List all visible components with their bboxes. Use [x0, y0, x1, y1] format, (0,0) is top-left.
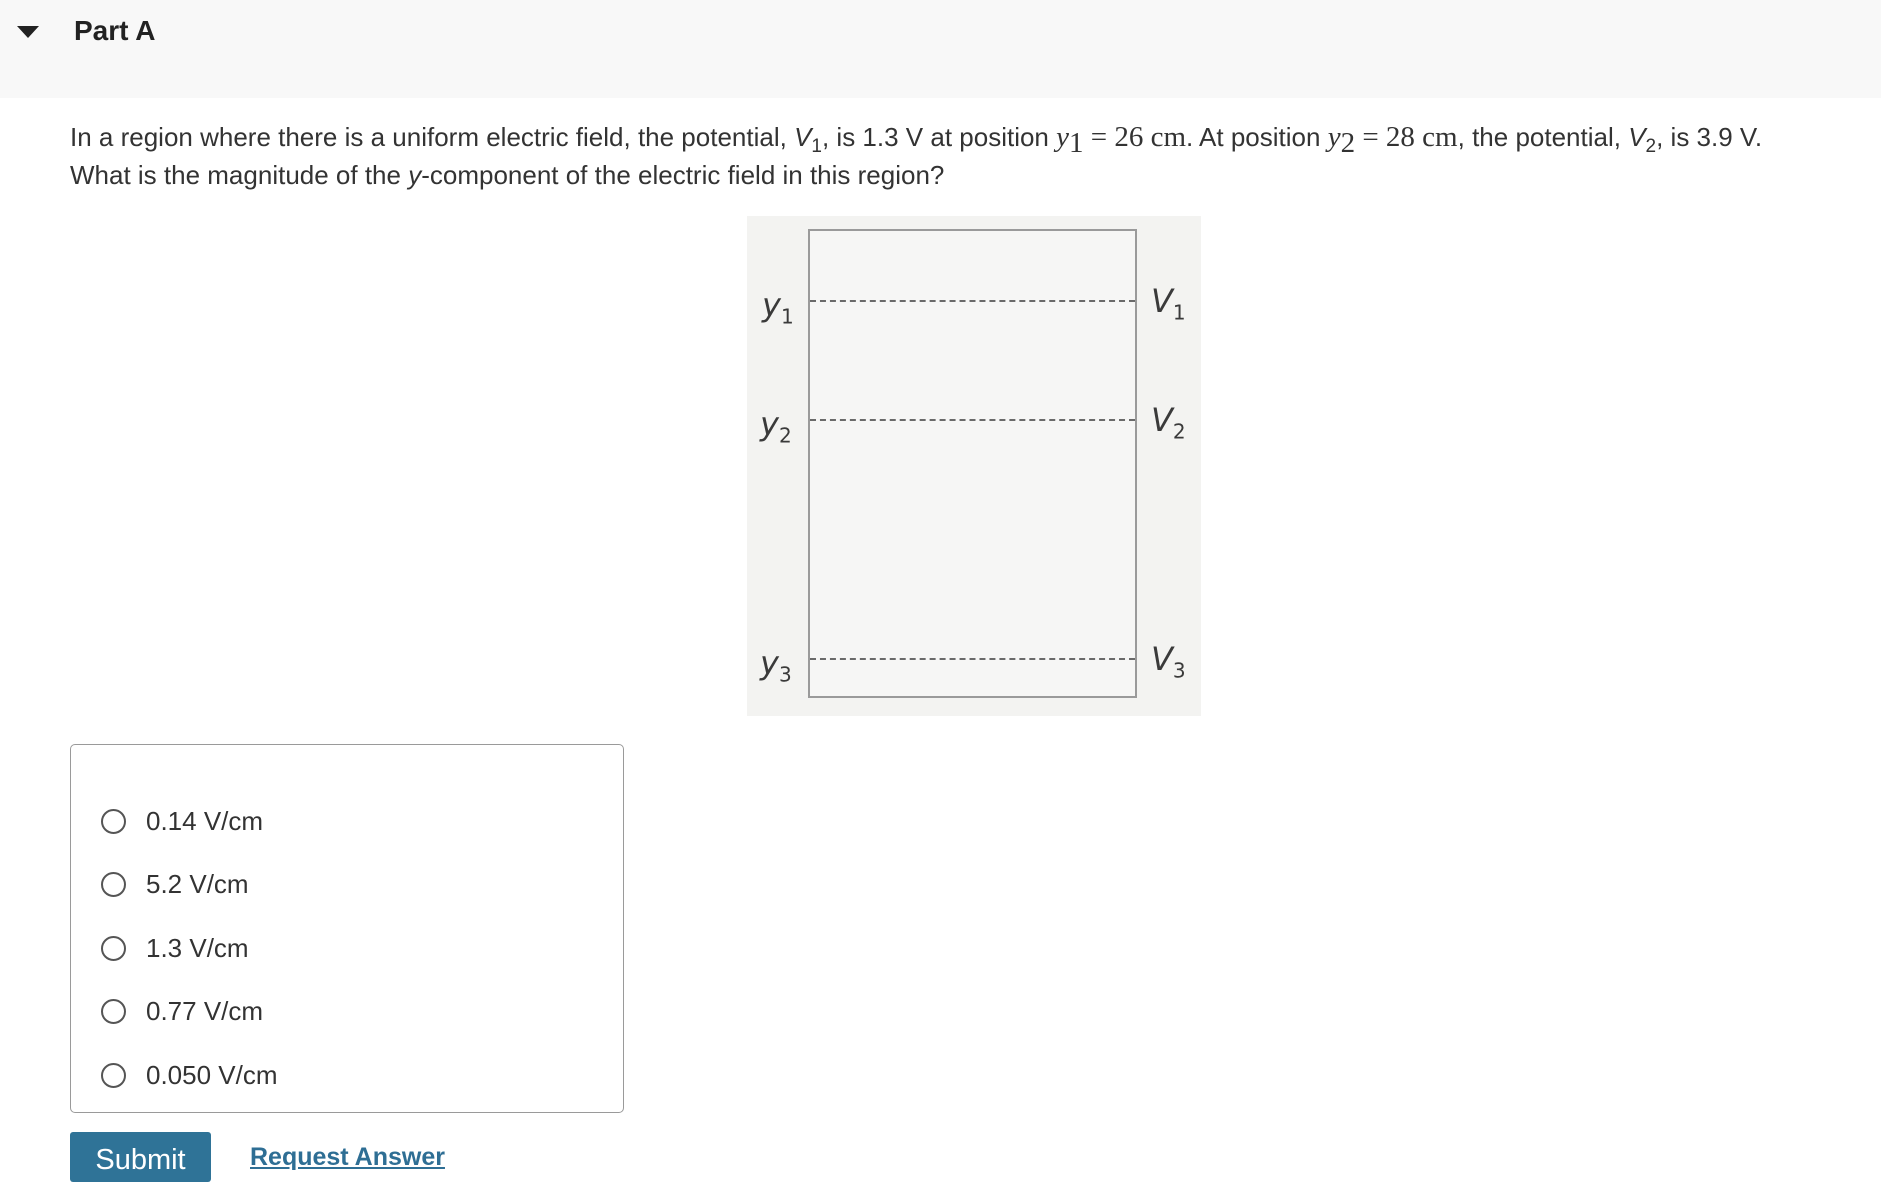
v1-subscript: 1 — [811, 136, 822, 158]
equipotential-line-2 — [810, 419, 1135, 421]
radio-button[interactable] — [101, 809, 126, 834]
part-header — [0, 0, 1881, 98]
radio-button[interactable] — [101, 999, 126, 1024]
v1-label: $V_1$ — [1151, 282, 1186, 325]
choice-label: 1.3 V/cm — [146, 932, 249, 963]
radio-button[interactable] — [101, 872, 126, 897]
y1-subscript: 1 — [1069, 127, 1084, 160]
y1-value: = 26 cm — [1083, 121, 1187, 153]
choice-option-2[interactable] — [101, 864, 249, 904]
question-segment: , is 3.9 V. — [1656, 122, 1763, 152]
choice-label: 0.050 V/cm — [146, 1059, 278, 1090]
radio-button[interactable] — [101, 936, 126, 961]
y-variable: y — [408, 160, 422, 190]
y2-value: = 28 cm — [1355, 121, 1458, 153]
v2-symbol: V — [1628, 122, 1646, 152]
choice-option-4[interactable] — [101, 991, 263, 1031]
v2-subscript: 2 — [1645, 136, 1657, 158]
question-segment: What is the magnitude of the — [70, 160, 409, 190]
v1-symbol: V — [794, 122, 812, 152]
question-text — [70, 118, 1850, 194]
caret-down-icon[interactable] — [17, 26, 39, 38]
submit-button[interactable]: Submit — [70, 1132, 211, 1182]
potential-figure — [747, 216, 1201, 716]
question-segment: . At position — [1186, 122, 1328, 152]
choice-option-5[interactable] — [101, 1055, 278, 1095]
choice-option-3[interactable] — [101, 928, 249, 968]
choice-label: 5.2 V/cm — [146, 868, 249, 899]
y2-subscript: 2 — [1340, 127, 1356, 160]
equipotential-line-3 — [810, 658, 1135, 660]
v3-label: $V_3$ — [1151, 640, 1186, 683]
question-segment: -component of the electric field in this region? — [421, 160, 945, 190]
request-answer-link[interactable]: Request Answer — [250, 1143, 445, 1171]
y2-label: $y_2$ — [760, 405, 792, 448]
y2-symbol: y — [1327, 121, 1341, 153]
y1-symbol: y — [1056, 121, 1069, 153]
choice-label: 0.14 V/cm — [146, 805, 264, 836]
answer-choices — [70, 744, 624, 1113]
radio-button[interactable] — [101, 1063, 126, 1088]
question-segment: , the potential, — [1457, 122, 1629, 152]
choice-option-1[interactable] — [101, 801, 263, 841]
v2-label: $V_2$ — [1151, 401, 1186, 444]
part-title: Part A — [74, 15, 156, 46]
y3-label: $y_3$ — [760, 644, 792, 687]
question-segment: , is 1.3 V at position — [821, 122, 1057, 152]
equipotential-line-1 — [810, 300, 1135, 302]
question-segment: In a region where there is a uniform electric field, the potential, — [70, 122, 795, 152]
choice-label: 0.77 V/cm — [146, 995, 264, 1026]
y1-label: $y_1$ — [762, 286, 794, 329]
